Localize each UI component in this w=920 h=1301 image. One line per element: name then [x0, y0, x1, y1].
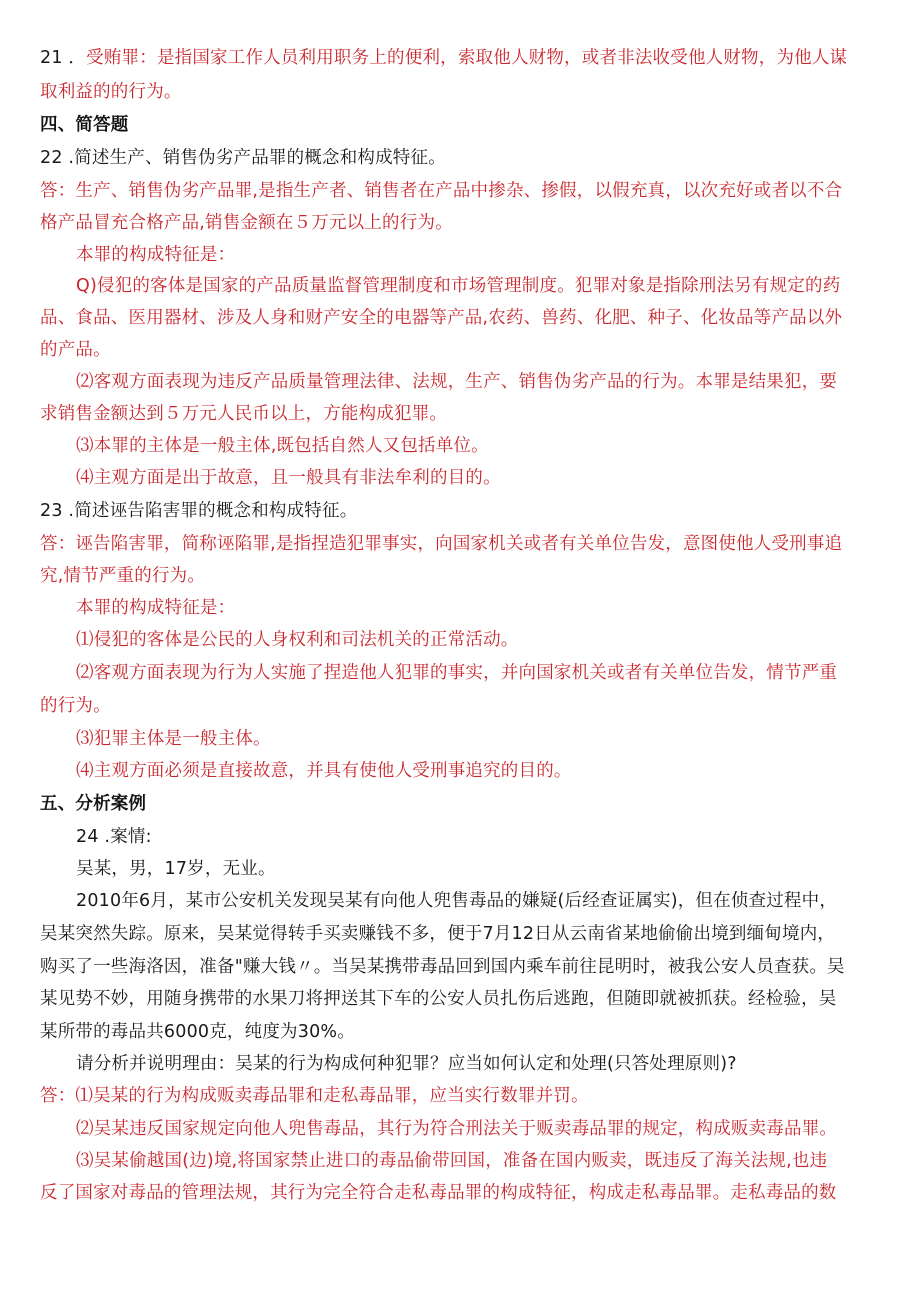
q23-answer-line: ⑷主观方面必须是直接故意，并具有使他人受刑事追究的目的。	[76, 761, 572, 781]
q24-case-line: 某见势不妙，用随身携带的水果刀将押送其下车的公安人员扎伤后逃跑，但随即就被抓获。经检验，吴	[40, 989, 837, 1009]
q23-answer-line: 究,情节严重的行为。	[40, 566, 206, 586]
q21-definition: 受贿罪：是指国家工作人员利用职务上的便利，索取他人财物，或者非法收受他人财物，为他人谋	[86, 48, 848, 68]
q22-answer-line: 本罪的构成特征是：	[76, 245, 236, 265]
q21-line-1	[40, 46, 847, 70]
q24-case-line: 2010年6月，某市公安机关发现吴某有向他人兜售毒品的嫌疑(后经查证属实)，但在侦查过程中，	[76, 891, 838, 911]
q22-answer-line: 答：生产、销售伪劣产品罪,是指生产者、销售者在产品中掺杂、掺假，以假充真，以次充好或者以不合	[40, 181, 843, 201]
q24-prompt: 请分析并说明理由：吴某的行为构成何种犯罪？应当如何认定和处理(只答处理原则)?	[76, 1054, 737, 1074]
q22-answer-line: 格产品冒充合格产品,销售金额在５万元以上的行为。	[40, 213, 453, 233]
q24-answer-line: 答：⑴吴某的行为构成贩卖毒品罪和走私毒品罪，应当实行数罪并罚。	[40, 1086, 589, 1106]
q22-answer-line: ⑶本罪的主体是一般主体,既包括自然人又包括单位。	[76, 436, 489, 456]
q24-case-line: 某所带的毒品共6000克，纯度为30%。	[40, 1022, 355, 1042]
q21-number: 21 ．	[40, 48, 87, 68]
q22-answer-line: 品、食品、医用器材、涉及人身和财产安全的电器等产品,农药、兽药、化肥、种子、化妆品等产品以外	[40, 308, 843, 328]
q23-answer-line: ⑵客观方面表现为行为人实施了捏造他人犯罪的事实，并向国家机关或者有关单位告发，情节严重	[76, 663, 838, 683]
section-4-title: 四、简答题	[40, 115, 129, 135]
q22-answer-line: 的产品。	[40, 340, 111, 360]
q23-answer-line: 本罪的构成特征是：	[76, 598, 236, 618]
q21-line-2: 取利益的的行为。	[40, 82, 182, 102]
q22-answer-line: ⑷主观方面是出于故意，且一般具有非法牟利的目的。	[76, 468, 501, 488]
q22-question: 22 .简述生产、销售伪劣产品罪的概念和构成特征。	[40, 148, 446, 168]
q23-answer-line: 的行为。	[40, 696, 111, 716]
q24-heading: 24 .案情:	[76, 827, 152, 847]
q23-question: 23 .简述诬告陷害罪的概念和构成特征。	[40, 501, 358, 521]
q22-answer-line: 求销售金额达到５万元人民币以上，方能构成犯罪。	[40, 404, 448, 424]
q24-answer-line: ⑵吴某违反国家规定向他人兜售毒品，其行为符合刑法关于贩卖毒品罪的规定，构成贩卖毒品罪。	[76, 1119, 838, 1139]
section-5-title: 五、分析案例	[40, 794, 147, 814]
q24-person: 吴某，男，17岁，无业。	[76, 859, 276, 879]
q24-answer-line: 反了国家对毒品的管理法规，其行为完全符合走私毒品罪的构成特征，构成走私毒品罪。走私毒品的数	[40, 1183, 837, 1203]
q24-case-line: 购买了一些海洛因，准备"赚大钱〃。当吴某携带毒品回到国内乘车前往昆明时，被我公安人员查获。吴	[40, 957, 845, 977]
q23-answer-line: ⑶犯罪主体是一般主体。	[76, 729, 271, 749]
q24-answer-line: ⑶吴某偷越国(边)境,将国家禁止进口的毒品偷带回国，准备在国内贩卖，既违反了海关法规,也违	[76, 1151, 828, 1171]
q24-case-line: 吴某突然失踪。原来，吴某觉得转手买卖赚钱不多，便于7月12日从云南省某地偷偷出境到缅甸境内，	[40, 924, 836, 944]
q23-answer-line: 答：诬告陷害罪，简称诬陷罪,是指捏造犯罪事实，向国家机关或者有关单位告发，意图使他人受刑事追	[40, 534, 843, 554]
q22-answer-line: Q)侵犯的客体是国家的产品质量监督管理制度和市场管理制度。犯罪对象是指除刑法另有规定的药	[76, 276, 841, 296]
q22-answer-line: ⑵客观方面表现为违反产品质量管理法律、法规，生产、销售伪劣产品的行为。本罪是结果犯，要	[76, 372, 838, 392]
q23-answer-line: ⑴侵犯的客体是公民的人身权利和司法机关的正常活动。	[76, 630, 519, 650]
